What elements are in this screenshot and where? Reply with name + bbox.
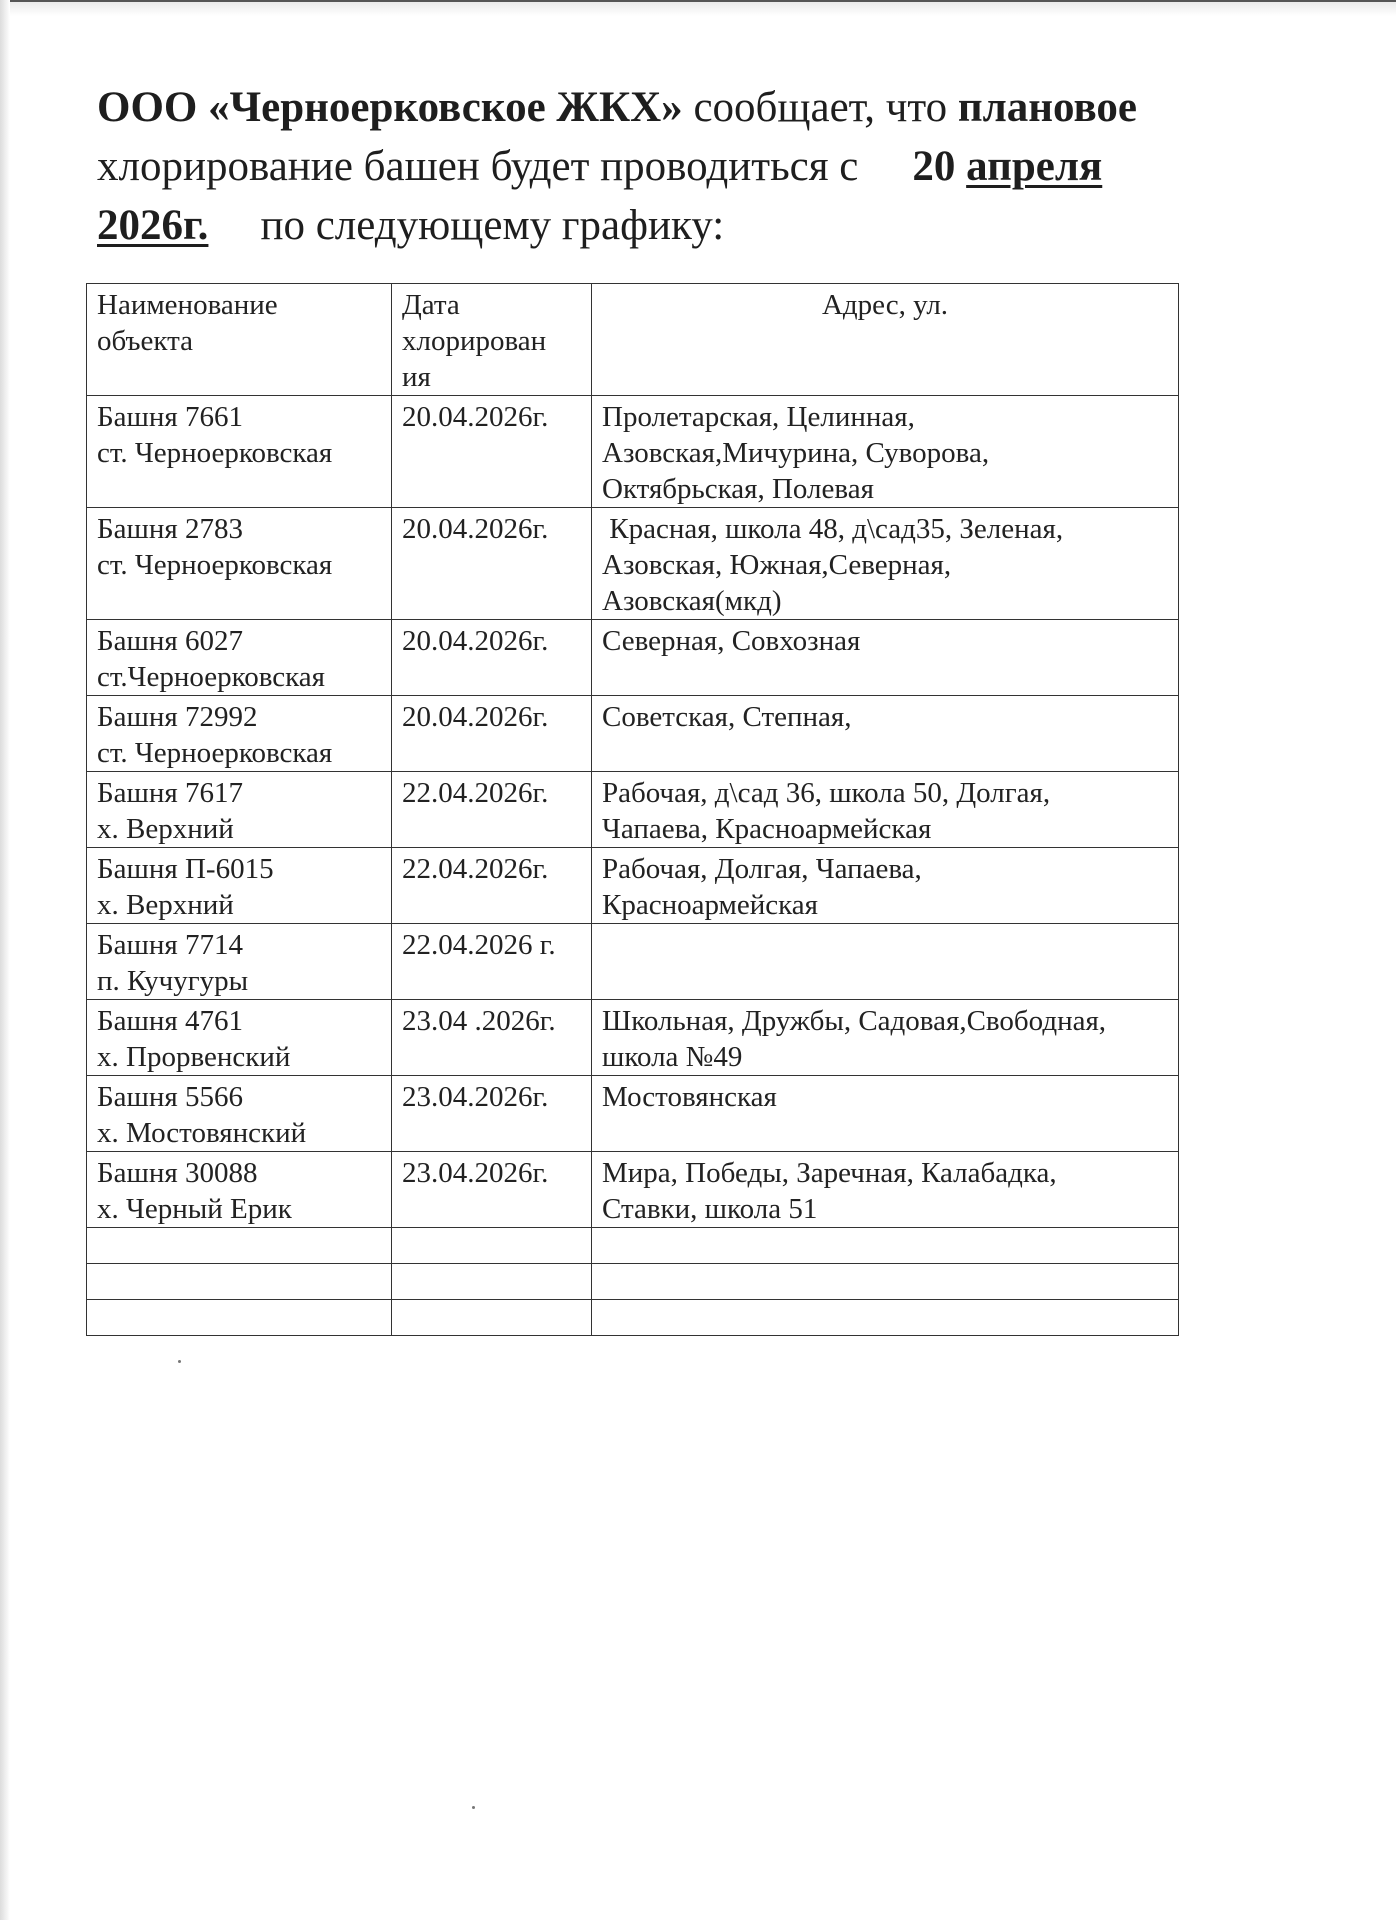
table-row: [87, 396, 1179, 508]
date-cell: 20.04.2026г.: [392, 508, 592, 620]
date-cell: 22.04.2026г.: [392, 772, 592, 848]
start-year: 2026г.: [97, 202, 209, 249]
address-cell: Красная, школа 48, д\сад35, Зеленая, Азовская, Южная,Северная, Азовская(мкд): [592, 508, 1179, 620]
header-address: Адрес, ул.: [592, 284, 1179, 396]
empty-row: [87, 1300, 1179, 1336]
address-cell: Пролетарская, Целинная, Азовская,Мичурина, Суворова, Октябрьская, Полевая: [592, 396, 1179, 508]
object-cell: Башня 7617 х. Верхний: [87, 772, 392, 848]
date-cell: 22.04.2026г.: [392, 848, 592, 924]
start-day: 20: [912, 143, 956, 190]
scan-edge-left: [0, 0, 10, 1920]
table-row: [87, 924, 1179, 1000]
table-row: [87, 620, 1179, 696]
org-name: ООО «Черноерковское ЖКХ»: [97, 84, 683, 131]
object-cell: Башня 6027 ст.Черноерковская: [87, 620, 392, 696]
table-header-row: [87, 284, 1179, 396]
schedule-table: [86, 283, 1179, 1336]
scan-edge-top: [0, 0, 1396, 16]
date-cell: 22.04.2026 г.: [392, 924, 592, 1000]
object-cell: Башня 2783 ст. Черноерковская: [87, 508, 392, 620]
table-row: [87, 1000, 1179, 1076]
date-cell: 20.04.2026г.: [392, 696, 592, 772]
object-cell: Башня 7661 ст. Черноерковская: [87, 396, 392, 508]
address-cell: Мостовянская: [592, 1076, 1179, 1152]
empty-row: [87, 1264, 1179, 1300]
table-row: [87, 1152, 1179, 1228]
date-cell: 20.04.2026г.: [392, 396, 592, 508]
table-row: [87, 696, 1179, 772]
scan-speck: [472, 1806, 475, 1809]
header-date: Дата хлорирован ия: [392, 284, 592, 396]
object-cell: Башня 4761 х. Прорвенский: [87, 1000, 392, 1076]
address-cell: Мира, Победы, Заречная, Калабадка, Ставки, школа 51: [592, 1152, 1179, 1228]
object-cell: Башня 72992 ст. Черноерковская: [87, 696, 392, 772]
date-cell: 23.04.2026г.: [392, 1152, 592, 1228]
notice-line-2: хлорирование башен будет проводиться с: [97, 143, 859, 190]
object-cell: Башня 5566 х. Мостовянский: [87, 1076, 392, 1152]
table-row: [87, 772, 1179, 848]
scan-speck: [178, 1360, 181, 1363]
object-cell: Башня П-6015 х. Верхний: [87, 848, 392, 924]
address-cell: Рабочая, д\сад 36, школа 50, Долгая, Чапаева, Красноармейская: [592, 772, 1179, 848]
address-cell: Северная, Совхозная: [592, 620, 1179, 696]
empty-row: [87, 1228, 1179, 1264]
header-object: Наименование объекта: [87, 284, 392, 396]
notice-line-3: по следующему графику:: [260, 202, 725, 249]
address-cell: Советская, Степная,: [592, 696, 1179, 772]
planned-word: плановое: [957, 84, 1137, 131]
date-cell: 23.04.2026г.: [392, 1076, 592, 1152]
table-row: [87, 848, 1179, 924]
address-cell: Школьная, Дружбы, Садовая,Свободная, школа №49: [592, 1000, 1179, 1076]
date-cell: 20.04.2026г.: [392, 620, 592, 696]
address-cell: Рабочая, Долгая, Чапаева, Красноармейская: [592, 848, 1179, 924]
date-cell: 23.04 .2026г.: [392, 1000, 592, 1076]
table-row: [87, 508, 1179, 620]
object-cell: Башня 30088 х. Черный Ерик: [87, 1152, 392, 1228]
table-row: [87, 1076, 1179, 1152]
notice-text-1: сообщает, что: [682, 84, 958, 131]
notice-heading: [97, 78, 1227, 255]
start-month: апреля: [966, 143, 1103, 190]
address-cell: [592, 924, 1179, 1000]
object-cell: Башня 7714 п. Кучугуры: [87, 924, 392, 1000]
